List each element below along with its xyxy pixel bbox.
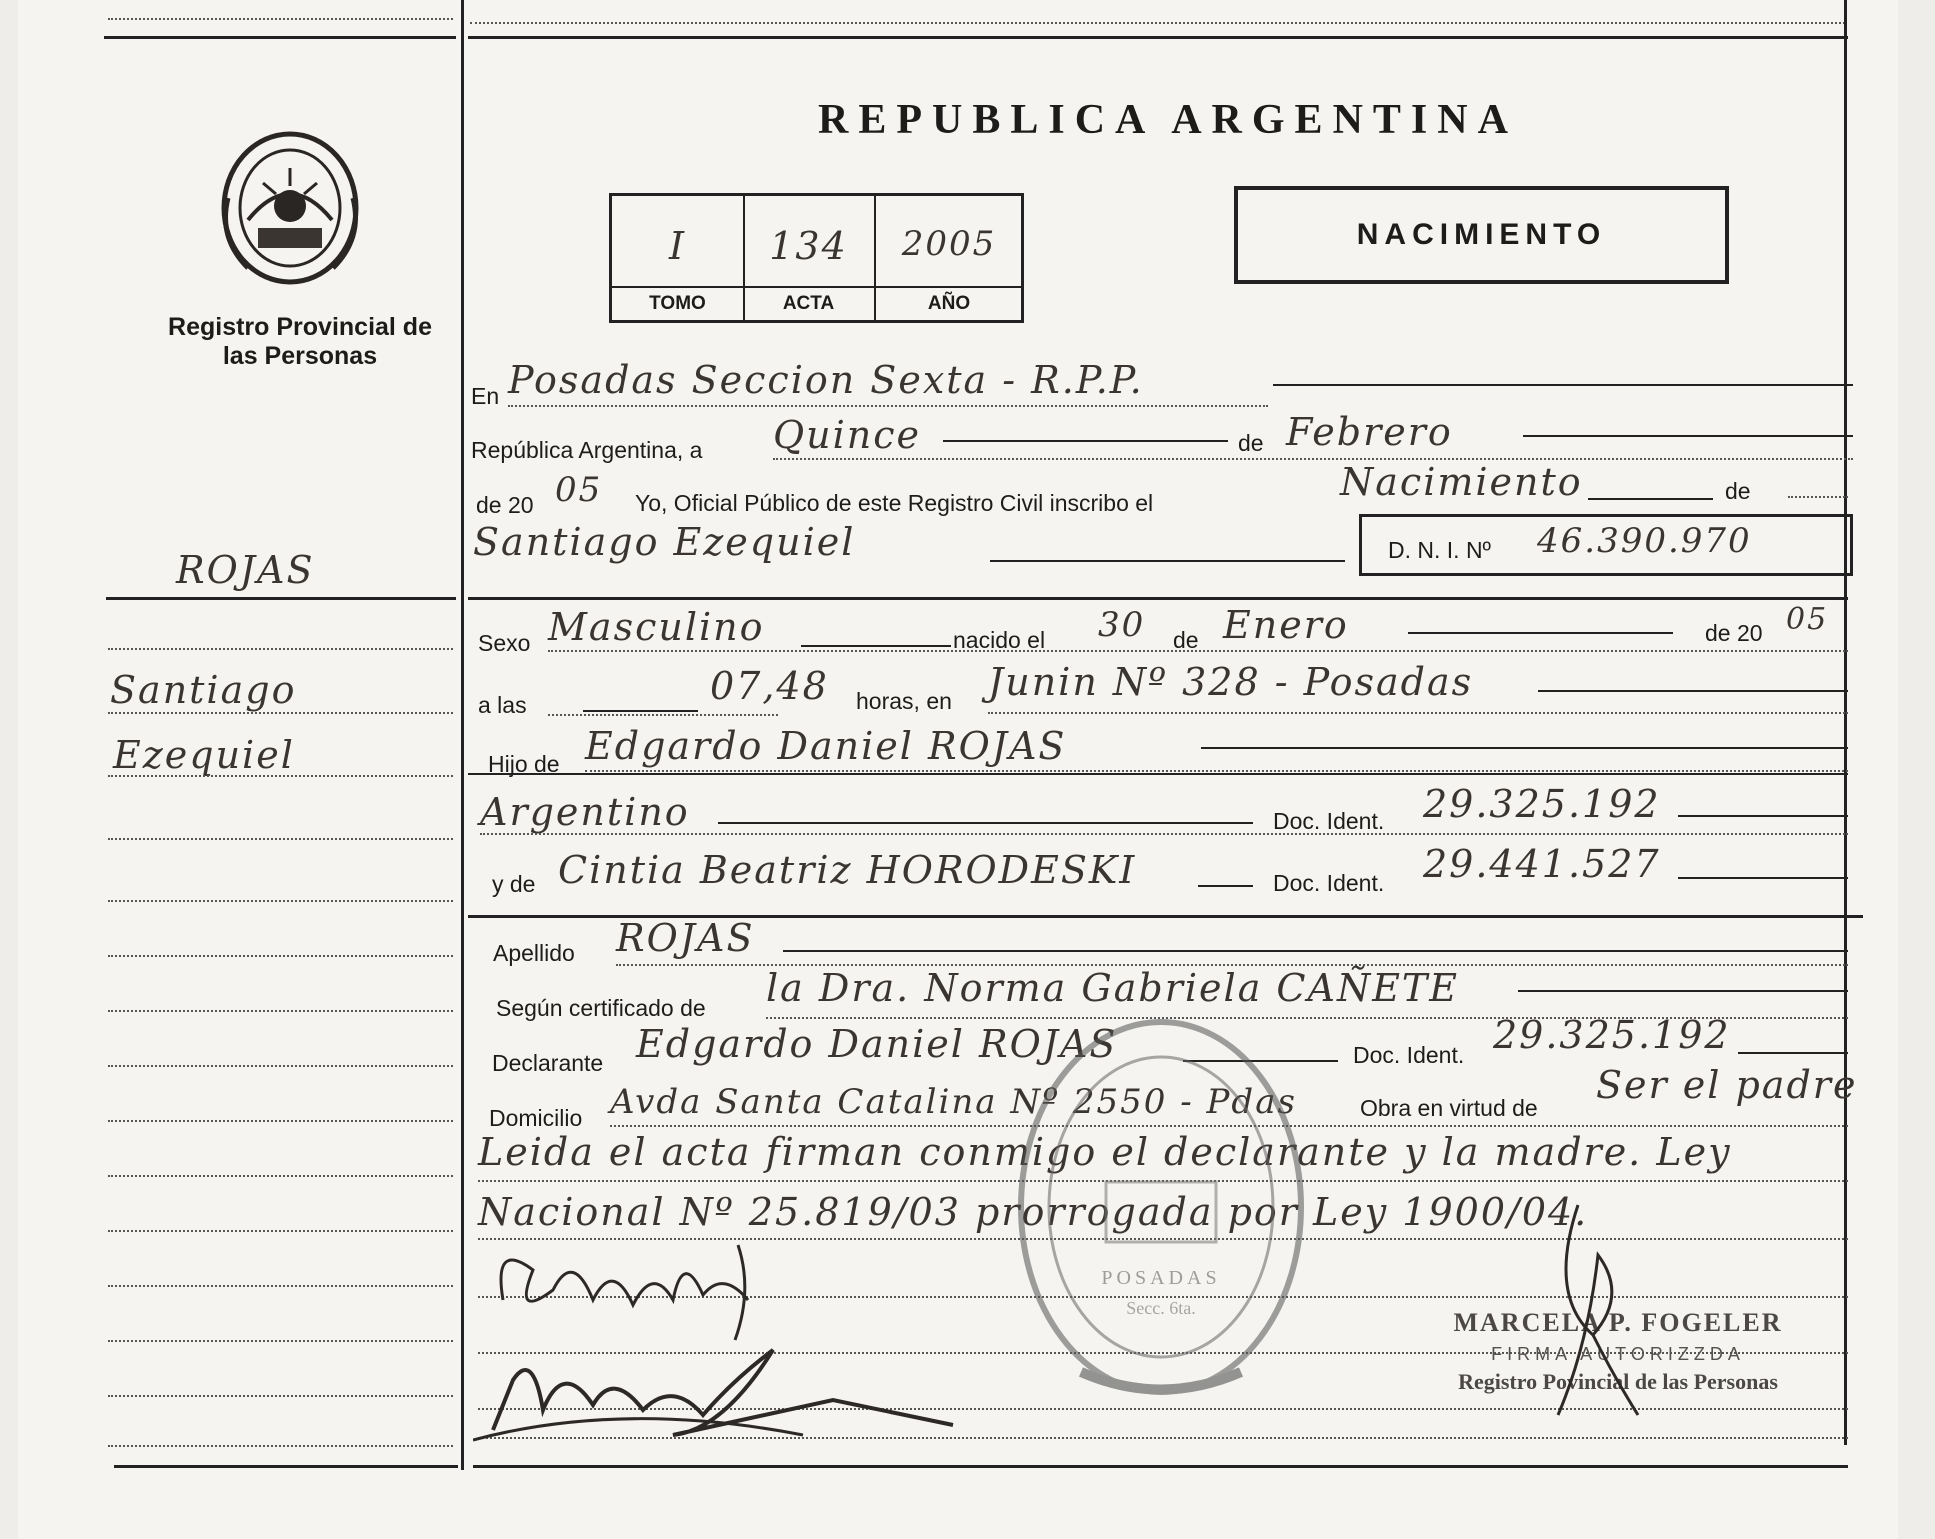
signatures-icon (473, 1230, 993, 1475)
provincial-seal-icon (218, 128, 363, 293)
dotted-line (108, 1175, 453, 1177)
notes-line-2: Nacional Nº 25.819/03 prorrogada por Ley 1900/04. (478, 1190, 1589, 1234)
nacido-label: nacido el (953, 627, 1046, 653)
dotted-line (773, 458, 1853, 460)
ano-value: 2005 (901, 224, 997, 264)
father-name: Edgardo Daniel ROJAS (585, 724, 1067, 768)
dotted-line (108, 712, 453, 714)
dotted-line (108, 1010, 453, 1012)
fill-line (583, 710, 698, 712)
year-value: 05 (555, 470, 603, 510)
day-value: Quince (773, 413, 922, 457)
dotted-line (108, 1340, 453, 1342)
birth-time: 07,48 (710, 664, 829, 708)
domicilio-label: Domicilio (489, 1105, 583, 1131)
dotted-line (108, 775, 453, 777)
table-row-divider (612, 286, 1021, 288)
divider (468, 36, 1848, 39)
top-dotted-line (108, 18, 453, 20)
dotted-line (108, 1395, 453, 1397)
apellido-label: Apellido (493, 940, 575, 966)
dotted-line (508, 405, 1268, 407)
official-role: FIRMA AUTORIZZDA (1491, 1344, 1745, 1364)
certificate-type-box: NACIMIENTO (1234, 186, 1729, 284)
de-20-label: de 20 (476, 492, 534, 518)
dotted-line (108, 955, 453, 957)
domicilio-value: Avda Santa Catalina Nº 2550 - Pdas (610, 1082, 1297, 1122)
dotted-line (108, 1120, 453, 1122)
fill-line (468, 773, 1848, 775)
fill-line (783, 950, 1848, 952)
dni-label: D. N. I. Nº (1388, 537, 1491, 563)
fill-line (1201, 747, 1848, 749)
de-label-3: de (1173, 627, 1199, 653)
de-20-label-2: de 20 (1705, 620, 1763, 646)
fill-line (1518, 990, 1848, 992)
apellido-value: ROJAS (616, 916, 755, 960)
en-label: En (471, 383, 500, 409)
divider (104, 36, 456, 39)
fill-line (1523, 435, 1853, 437)
official-registry: Registro Povincial de las Personas (1458, 1369, 1778, 1394)
mother-name: Cintia Beatriz HORODESKI (558, 848, 1137, 892)
horas-label: horas, en (856, 688, 952, 714)
dotted-line (480, 833, 1848, 835)
dotted-line (585, 770, 1848, 772)
child-name: Santiago Ezequiel (473, 520, 856, 564)
declarante-doc: 29.325.192 (1493, 1013, 1731, 1057)
dotted-line (988, 712, 1848, 714)
side-given-name-1: Santiago (110, 668, 297, 712)
notes-line-1: Leida el acta firman conmigo el declarante y la madre. Ley (478, 1130, 1732, 1174)
dotted-line (108, 1230, 453, 1232)
fill-line (1273, 384, 1853, 386)
fill-line (1198, 885, 1253, 887)
dotted-line (1788, 496, 1848, 498)
dni-value: 46.390.970 (1537, 521, 1752, 561)
place-value: Posadas Seccion Sexta - R.P.P. (508, 358, 1144, 402)
doc-label: Doc. Ident. (1273, 808, 1385, 834)
republica-label: República Argentina, a (471, 437, 703, 463)
dotted-line (108, 1445, 453, 1447)
registry-name: Registro Provincial de las Personas (168, 313, 432, 370)
side-given-name-2: Ezequiel (113, 733, 295, 777)
obra-value: Ser el padre (1596, 1063, 1858, 1107)
birth-year: 05 (1786, 602, 1829, 637)
official-name: MARCELA P. FOGELER (1453, 1308, 1783, 1337)
birth-place: Junin Nº 328 - Posadas (988, 660, 1474, 704)
divider (114, 1465, 458, 1468)
mother-doc: 29.441.527 (1423, 842, 1661, 886)
fill-line (1538, 690, 1848, 692)
birth-day: 30 (1098, 605, 1146, 645)
certificate-by: la Dra. Norma Gabriela CAÑETE (766, 966, 1460, 1010)
right-border (1844, 0, 1847, 1445)
top-dotted-line (470, 22, 1845, 24)
fill-line (1678, 815, 1848, 817)
acta-label: ACTA (782, 293, 835, 314)
divider (468, 597, 1848, 600)
stamp-sub: Secc. 6ta. (1126, 1298, 1196, 1318)
month-value: Febrero (1286, 410, 1453, 454)
column-divider (461, 0, 464, 1470)
stamp-text: POSADAS (1101, 1267, 1221, 1289)
obra-label: Obra en virtud de (1360, 1095, 1538, 1121)
dotted-line (548, 650, 1848, 652)
oficial-label: Yo, Oficial Público de este Registro Civil inscribo el (635, 490, 1154, 516)
fill-line (1678, 877, 1848, 879)
tomo-value: I (668, 224, 686, 268)
father-nationality: Argentino (480, 790, 690, 834)
dotted-line (108, 1065, 453, 1067)
dotted-line (108, 838, 453, 840)
certificate-page (18, 0, 1898, 1539)
a-las-label: a las (478, 692, 527, 718)
side-surname: ROJAS (176, 548, 315, 592)
declarante-value: Edgardo Daniel ROJAS (636, 1022, 1118, 1066)
doc-label-2: Doc. Ident. (1273, 870, 1385, 896)
tomo-label: TOMO (649, 293, 706, 314)
sexo-value: Masculino (548, 605, 765, 649)
fill-line (1738, 1052, 1848, 1054)
de-label-2: de (1725, 478, 1751, 504)
page-title: REPUBLICA ARGENTINA (818, 97, 1518, 143)
fill-line (801, 645, 951, 647)
dni-box (1359, 514, 1853, 576)
event-value: Nacimiento (1340, 460, 1583, 504)
doc-label-3: Doc. Ident. (1353, 1042, 1465, 1068)
segun-label: Según certificado de (496, 995, 706, 1021)
dotted-line (108, 900, 453, 902)
y-de-label: y de (492, 871, 536, 897)
fill-line (1588, 498, 1713, 500)
fill-line (943, 440, 1228, 442)
dotted-line (108, 1285, 453, 1287)
dotted-line (548, 714, 778, 716)
hijo-label: Hijo de (488, 751, 560, 777)
de-label: de (1238, 430, 1264, 456)
father-doc: 29.325.192 (1423, 782, 1661, 826)
declarante-label: Declarante (492, 1050, 604, 1076)
birth-month: Enero (1223, 603, 1349, 647)
acta-value: 134 (769, 224, 848, 268)
official-signature-icon (1518, 1195, 1658, 1430)
sexo-label: Sexo (478, 630, 531, 656)
registry-table (609, 193, 1024, 323)
ano-label: AÑO (927, 293, 971, 314)
fill-line (990, 560, 1345, 562)
fill-line (718, 822, 1253, 824)
fill-line (1408, 632, 1673, 634)
divider (106, 597, 456, 600)
dotted-line (108, 648, 453, 650)
registry-stamp-icon (1011, 1012, 1311, 1402)
